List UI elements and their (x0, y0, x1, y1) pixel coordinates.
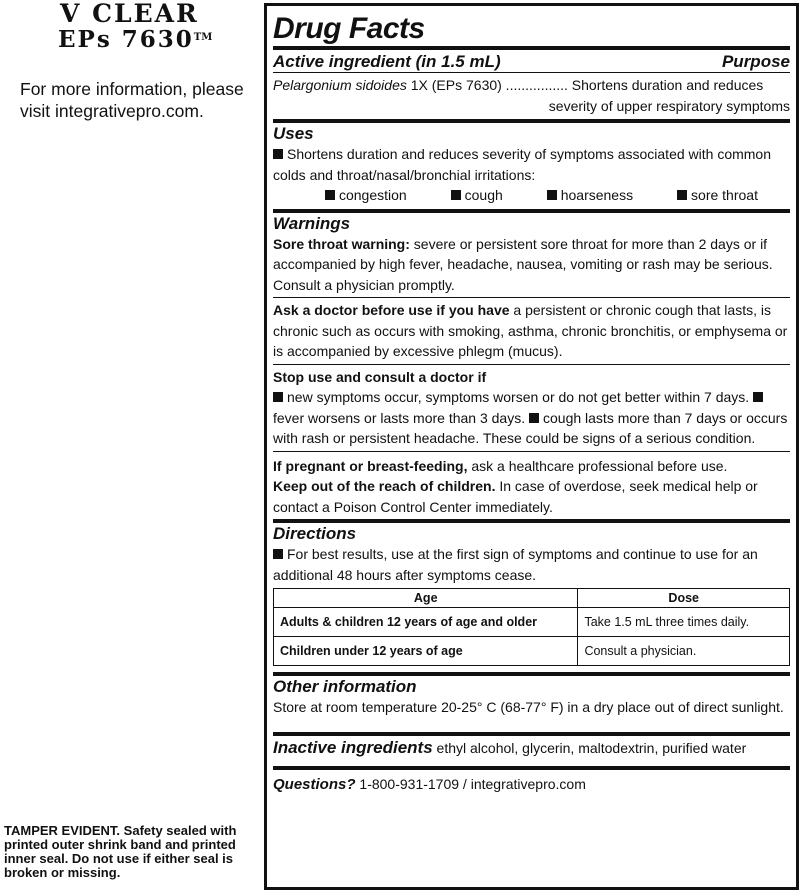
uses-text: Shortens duration and reduces severity of symptoms associated with common colds and throat/nasal/bronchial irritations: (273, 146, 772, 183)
ask-doctor-warning: Ask a doctor before use if you have a persistent or chronic cough that lasts, is chronic such as occurs with smoking, asthma, chronic bronchitis, or emphysema or is accompanied by excessive phlegm (mucus). (273, 302, 788, 359)
divider (273, 46, 790, 50)
drug-facts-panel (264, 3, 799, 890)
divider (273, 732, 790, 736)
bullet-square-icon (753, 392, 763, 402)
divider (273, 119, 790, 123)
stop-use-warning: Stop use and consult a doctor if new symptoms occur, symptoms worsen or do not get better within 7 days. fever worsens or lasts more than 3 days. cough lasts more than 7 days or occurs with rash or persistent headache. These could be signs of a serious condition. (273, 368, 788, 446)
use-item: cough (451, 185, 503, 206)
brand-name: V CLEAR (60, 0, 199, 28)
active-ingredient-line (273, 75, 790, 96)
uses-list (273, 185, 790, 206)
questions-line (273, 774, 790, 795)
use-item: sore throat (677, 185, 758, 206)
brand-subname: EPs 7630™ (58, 26, 213, 53)
active-ingredient-header (273, 52, 790, 72)
bullet-square-icon (273, 149, 283, 159)
uses-heading: Uses (273, 124, 314, 143)
bullet-square-icon (451, 190, 461, 200)
bullet-square-icon (547, 190, 557, 200)
purpose-line1: Shortens duration and reduces (567, 77, 764, 93)
sore-throat-warning: Sore throat warning: severe or persistent sore throat for more than 2 days or if accompanied by high fever, headache, nausea, vomiting or rash may be serious. Consult a physician promptly. (273, 235, 773, 293)
dose-cell: Consult a physician. (578, 637, 790, 666)
divider (273, 72, 790, 73)
questions-text: 1-800-931-1709 / integrativepro.com (355, 776, 586, 792)
other-info-text: Store at room temperature 20-25° C (68-77° F) in a dry place out of direct sunlight. (273, 699, 784, 715)
bullet-square-icon (273, 549, 283, 559)
table-row (274, 637, 790, 666)
pregnancy-warning: If pregnant or breast-feeding, ask a healthcare professional before use. Keep out of the reach of children. In case of overdose, seek medical help or contact a Poison Control Center immediately. (273, 457, 758, 515)
other-info-heading: Other information (273, 677, 417, 696)
purpose-heading: Purpose (721, 52, 790, 71)
active-ingredient-heading: Active ingredient (in 1.5 mL) (273, 52, 501, 71)
more-info-text: For more information, please visit integrativepro.com. (20, 79, 244, 121)
trademark-mark: TM (193, 32, 213, 43)
dosage-table (273, 588, 790, 666)
purpose-line2: severity of upper respiratory symptoms (548, 97, 790, 114)
inactive-ingredients (273, 738, 790, 759)
directions-heading: Directions (273, 524, 357, 543)
bullet-square-icon (529, 413, 539, 423)
tamper-text: Safety sealed with printed outer shrink band and printed inner seal. Do not use if either seal is broken or missing. (4, 823, 237, 880)
bullet-square-icon (273, 392, 283, 402)
ingredient-strength: 1X (EPs 7630) ................ (406, 77, 568, 93)
use-item: congestion (325, 185, 407, 206)
column-header-dose: Dose (578, 589, 790, 608)
drug-facts-title: Drug Facts (273, 12, 425, 45)
divider (273, 672, 790, 676)
bullet-square-icon (677, 190, 687, 200)
questions-heading: Questions? (273, 776, 356, 793)
inactive-text: ethyl alcohol, glycerin, maltodextrin, purified water (432, 739, 747, 756)
age-cell: Children under 12 years of age (274, 637, 578, 666)
warnings-heading: Warnings (273, 213, 351, 233)
bullet-square-icon (325, 190, 335, 200)
table-row (274, 608, 790, 637)
tamper-evident-notice (4, 824, 266, 880)
dose-cell: Take 1.5 mL three times daily. (578, 608, 790, 637)
left-column (0, 0, 262, 896)
divider (273, 519, 790, 523)
table-header-row (274, 589, 790, 608)
column-header-age: Age (274, 589, 578, 608)
divider (273, 766, 790, 770)
age-cell: Adults & children 12 years of age and older (274, 608, 578, 637)
directions-text: For best results, use at the first sign of symptoms and continue to use for an additional 48 hours after symptoms cease. (273, 546, 758, 583)
ingredient-name: Pelargonium sidoides (273, 77, 407, 93)
inactive-heading: Inactive ingredients (273, 737, 433, 757)
use-item: hoarseness (547, 185, 633, 206)
divider (273, 209, 790, 213)
tamper-label: TAMPER EVIDENT. (4, 823, 121, 838)
